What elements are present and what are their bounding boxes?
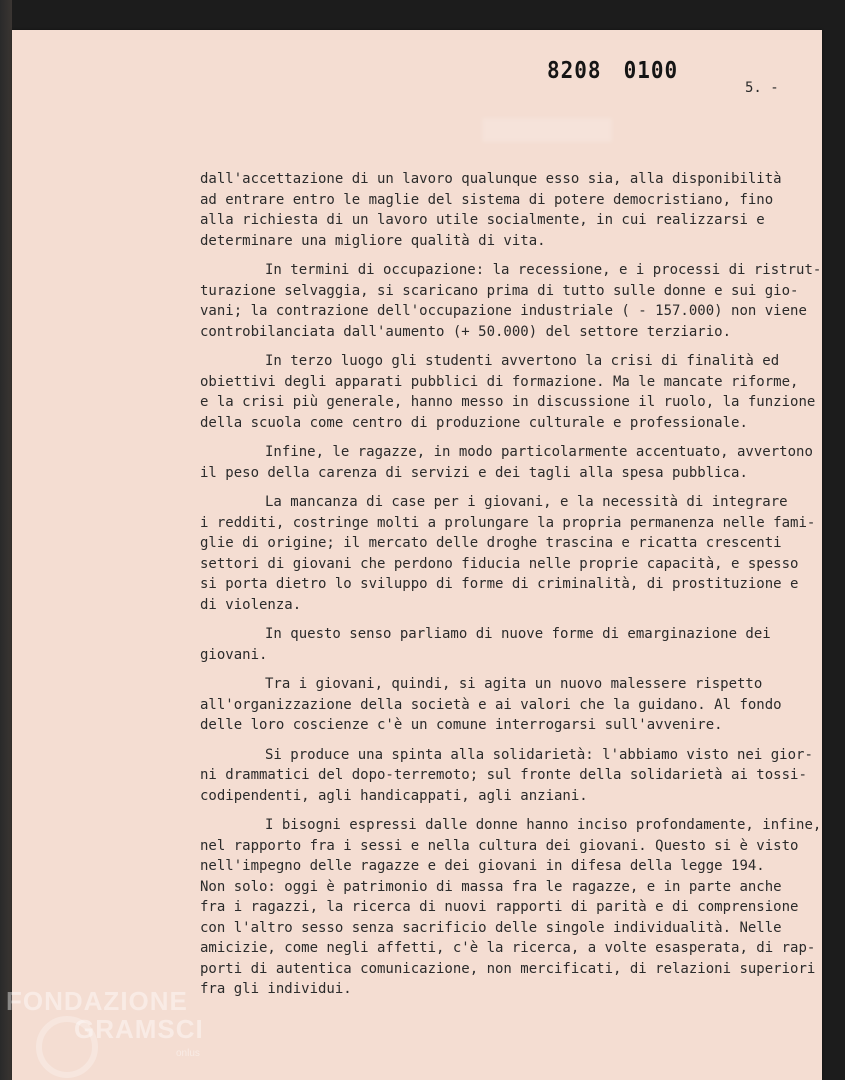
text-line: vani; la contrazione dell'occupazione industriale ( - 157.000) non viene — [200, 303, 807, 319]
paragraph — [200, 674, 800, 736]
text-line: il peso della carenza di servizi e dei tagli alla spesa pubblica. — [200, 464, 748, 481]
text-line: delle loro coscienze c'è un comune interrogarsi sull'avvenire. — [200, 717, 723, 733]
text-line: della scuola come centro di produzione culturale e professionale. — [200, 414, 748, 431]
paragraph — [200, 624, 800, 665]
text-line: In questo senso parliamo di nuove forme di emarginazione dei — [265, 626, 771, 642]
watermark-line-2: GRAMSCI — [74, 1014, 204, 1044]
text-line: glie di origine; il mercato delle droghe trascina e ricatta crescenti — [200, 535, 782, 551]
text-line: nel rapporto fra i sessi e nella cultura dei giovani. Questo si è visto — [200, 837, 799, 854]
paragraph — [200, 492, 816, 615]
text-line: porti di autentica comunicazione, non mercificati, di relazioni superiori — [200, 960, 816, 977]
text-line: In termini di occupazione: la recessione, e i processi di ristrut- — [265, 262, 822, 278]
text-line: all'organizzazione della società e ai valori che la guidano. Al fondo — [200, 696, 782, 713]
text-line: i redditi, costringe molti a prolungare la propria permanenza nelle fami- — [200, 514, 816, 531]
paragraph — [200, 260, 822, 342]
document-page — [12, 30, 822, 1080]
show-through-marks — [482, 118, 612, 142]
text-line: amicizie, come negli affetti, c'è la ricerca, a volte esasperata, di rap- — [200, 940, 816, 956]
text-line: settori di giovani che perdono fiducia nelle proprie capacità, e spesso — [200, 555, 799, 572]
text-line: e la crisi più generale, hanno messo in discussione il ruolo, la funzione — [200, 394, 816, 410]
watermark-line-1: FONDAZIONE — [6, 986, 188, 1016]
text-line: giovani. — [200, 646, 268, 663]
watermark-line-3: onlus — [176, 1048, 200, 1059]
page-number: 5. - — [745, 80, 779, 96]
text-line: Infine, le ragazze, in modo particolarmente accentuato, avvertono — [265, 444, 813, 460]
archive-code — [547, 57, 678, 84]
archive-code-part-1: 8208 — [547, 56, 602, 84]
text-line: si porta dietro lo sviluppo di forme di criminalità, di prostituzione e — [200, 576, 799, 592]
body-text — [200, 169, 822, 1009]
text-line: Non solo: oggi è patrimonio di massa fra le ragazze, e in parte anche — [200, 878, 782, 895]
text-line: di violenza. — [200, 596, 302, 613]
text-line: La mancanza di case per i giovani, e la necessità di integrare — [265, 494, 788, 510]
text-line: dall'accettazione di un lavoro qualunque esso sia, alla disponibilità — [200, 171, 782, 187]
text-line: nell'impegno delle ragazze e dei giovani in difesa della legge 194. — [200, 858, 765, 874]
text-line: obiettivi degli apparati pubblici di formazione. Ma le mancate riforme, — [200, 373, 799, 390]
text-line: Tra i giovani, quindi, si agita un nuovo malessere rispetto — [265, 676, 763, 692]
text-line: determinare una migliore qualità di vita. — [200, 232, 546, 249]
paragraph — [200, 169, 800, 251]
text-line: fra i ragazzi, la ricerca di nuovi rapporti di parità e di comprensione — [200, 899, 799, 915]
text-line: fra gli individui. — [200, 981, 352, 997]
page-left-edge — [0, 0, 12, 1080]
paragraph — [200, 442, 813, 483]
text-line: In terzo luogo gli studenti avvertono la crisi di finalità ed — [265, 353, 780, 369]
paragraph — [200, 351, 816, 433]
text-line: I bisogni espressi dalle donne hanno inciso profondamente, infine, — [265, 817, 822, 833]
paragraph — [200, 815, 822, 1000]
text-line: Si produce una spinta alla solidarietà: l'abbiamo visto nei gior- — [265, 746, 813, 763]
text-line: controbilanciata dall'aumento (+ 50.000) del settore terziario. — [200, 323, 732, 340]
text-line: alla richiesta di un lavoro utile socialmente, in cui realizzarsi e — [200, 212, 765, 228]
text-line: con l'altro sesso senza sacrificio delle singole individualità. Nelle — [200, 919, 782, 936]
fondazione-gramsci-watermark — [6, 986, 216, 1080]
archive-code-part-2: 0100 — [623, 56, 679, 84]
text-line: codipendenti, agli handicappati, agli anziani. — [200, 787, 588, 804]
text-line: turazione selvaggia, si scaricano prima di tutto sulle donne e sui gio- — [200, 282, 799, 299]
text-line: ad entrare entro le maglie del sistema di potere democristiano, fino — [200, 191, 774, 208]
paragraph — [200, 745, 813, 807]
text-line: ni drammatici del dopo-terremoto; sul fronte della solidarietà ai tossi- — [200, 767, 807, 783]
